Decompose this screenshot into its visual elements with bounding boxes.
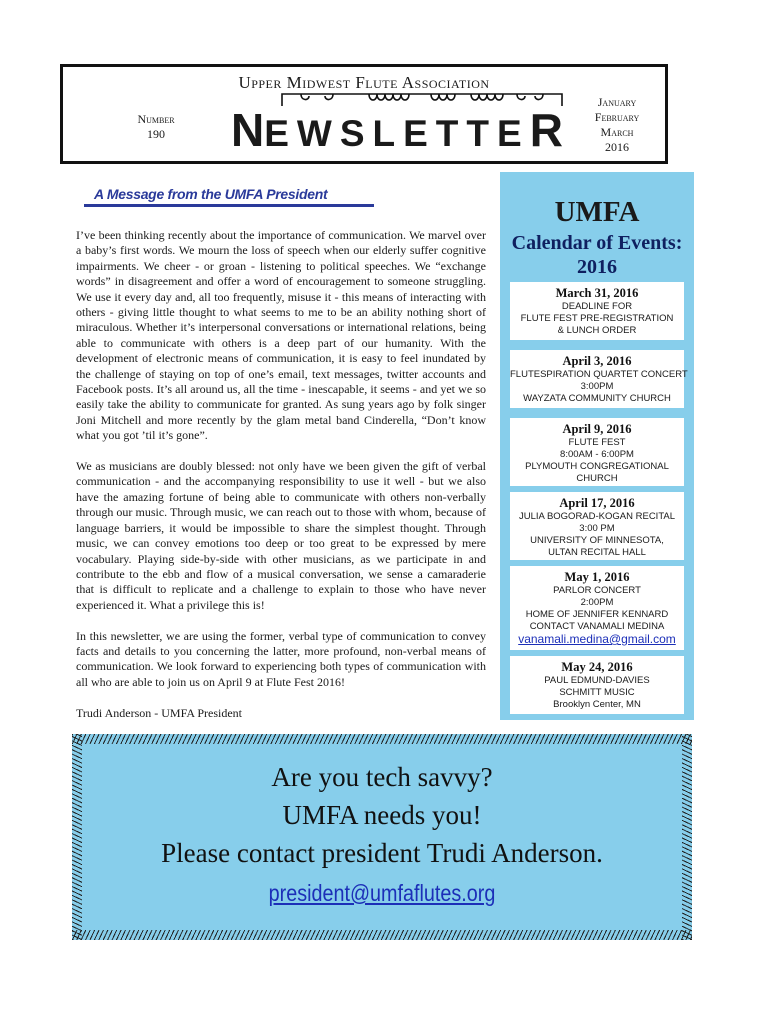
event-date: May 1, 2016 xyxy=(564,570,630,584)
event-detail: PARLOR CONCERT xyxy=(553,585,641,596)
event-detail: ULTAN RECITAL HALL xyxy=(548,547,646,558)
event-detail: & LUNCH ORDER xyxy=(557,325,637,336)
event-detail: WAYZATA COMMUNITY CHURCH xyxy=(523,393,671,404)
event-detail: 3:00PM xyxy=(580,381,614,392)
issue-months xyxy=(585,95,649,155)
paragraph: We as musicians are doubly blessed: not only have we been given the gift of verbal communication - and the accompanying responsibility to use it well - but we also have the amazing fortune of being able to communicate with others non-verbally through our music. Through music, we can reach out to those with whom, because of language barriers, it would be impossible to share the simplest thought. Through music, we can convey emotions too deep or too great to be expressed by mere vocabulary. Playing side-by-side with other musicians, as we participate in and contribute to the ebb and flow of a musical conversation, we sense a camaraderie that is difficult to replicate and a challenge to explain to those who have never experienced it. What a privilege this is! xyxy=(76,459,486,612)
banner-line: Are you tech savvy? xyxy=(271,762,493,792)
event-detail: FLUTE FEST PRE-REGISTRATION xyxy=(520,313,674,324)
event-date: March 31, 2016 xyxy=(555,286,639,300)
event-detail: FLUTE FEST xyxy=(568,437,626,448)
calendar-org: UMFA xyxy=(554,196,640,228)
heading-underline xyxy=(84,204,374,207)
event-detail: JULIA BOGORAD-KOGAN RECITAL xyxy=(518,511,676,522)
event-detail: CONTACT VANAMALI MEDINA xyxy=(529,621,665,632)
association-name: Upper Midwest Flute Association xyxy=(238,73,490,92)
event-detail: 3:00 PM xyxy=(579,523,615,534)
event-date: April 9, 2016 xyxy=(562,422,632,436)
month-3: March xyxy=(600,125,634,139)
event-detail: 2:00PM xyxy=(580,597,614,608)
event-detail: HOME OF JENNIFER KENNARD xyxy=(525,609,669,620)
month-2: February xyxy=(594,110,640,124)
newsletter-title: NEWSLETTER xyxy=(231,104,563,156)
issue-year: 2016 xyxy=(605,140,629,154)
event-card xyxy=(510,282,684,340)
event-detail: 8:00AM - 6:00PM xyxy=(560,449,634,460)
article-heading: A Message from the UMFA President xyxy=(94,186,328,202)
event-card xyxy=(510,418,684,486)
banner-line: UMFA needs you! xyxy=(282,800,482,830)
issue-value: 190 xyxy=(147,127,165,141)
event-card xyxy=(510,566,684,650)
masthead xyxy=(60,64,668,164)
month-1: January xyxy=(597,95,637,109)
event-detail: DEADLINE FOR xyxy=(561,301,633,312)
event-detail: SCHMITT MUSIC xyxy=(559,687,635,698)
paragraph: In this newsletter, we are using the former, verbal type of communication to convey facts and details to you concerning the latter, more profound, non-verbal means of communication. We look forward to experiencing both types of communication with all who are able to join us on April 9 at Flute Fest 2016! xyxy=(76,628,486,689)
paragraph: I’ve been thinking recently about the importance of communication. We marvel over a baby’s first words. We mourn the loss of speech when our elderly suffer cognitive impairments. We cheer - or groan - listening to political speeches. We “exchange words” in disagreement and offer a word of encouragement to someone struggling. We use it every day and, all too frequently, misuse it - this means of interacting with others - giving little thought to what seems to me to be an ability nothing short of miraculous. Whether it’s interpersonal conversations or international relations, being able to communicate with others is a deep part of our humanity. With the development of electronic means of communication, it is easy to feel inundated by the challenge of staying on top of one’s email, text messages, twitter accounts and Facebook posts. It’s all around us, all the time - inescapable, it seems - and yet we so easily take the ability to communicate for granted. As sung years ago by folk singer Joni Mitchell and more recently by the glam metal band Cinderella, “Don’t know what you got ’til it’s gone”. xyxy=(76,228,486,443)
banner-line: Please contact president Trudi Anderson. xyxy=(161,838,603,868)
calendar-sidebar xyxy=(500,172,694,720)
issue-number xyxy=(121,112,191,142)
president-email-link[interactable]: president@umfaflutes.org xyxy=(268,880,496,906)
event-date: April 17, 2016 xyxy=(559,496,635,510)
calendar-title: Calendar of Events: 2016 xyxy=(511,232,683,278)
event-detail: PLYMOUTH CONGREGATIONAL xyxy=(525,461,669,472)
event-card xyxy=(510,492,684,560)
event-date: April 3, 2016 xyxy=(562,354,632,368)
president-message xyxy=(76,228,486,736)
event-detail: CHURCH xyxy=(576,473,618,484)
event-date: May 24, 2016 xyxy=(561,660,633,674)
zigzag-border-bottom xyxy=(72,930,692,940)
event-detail: FLUTESPIRATION QUARTET CONCERT xyxy=(510,369,688,380)
banner-text xyxy=(72,758,692,872)
zigzag-border-top xyxy=(72,734,692,744)
signature: Trudi Anderson - UMFA President xyxy=(76,705,243,720)
event-detail: PAUL EDMUND-DAVIES xyxy=(544,675,650,686)
contact-email-link[interactable]: vanamali.medina@gmail.com xyxy=(518,632,676,646)
issue-label: Number xyxy=(137,112,175,126)
event-detail: Brooklyn Center, MN xyxy=(553,699,641,710)
event-card xyxy=(510,350,688,408)
event-detail: UNIVERSITY OF MINNESOTA, xyxy=(530,535,664,546)
volunteer-banner xyxy=(72,734,692,940)
event-card xyxy=(510,656,684,714)
